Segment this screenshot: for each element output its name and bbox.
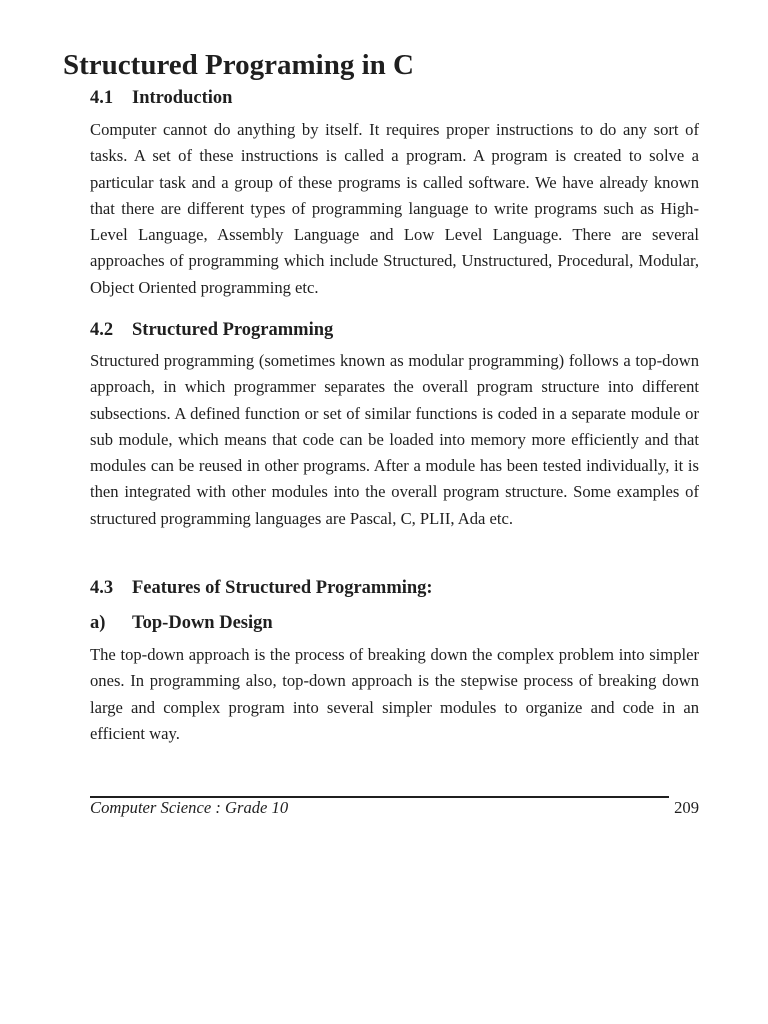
subsection-heading-top-down-design (90, 611, 273, 635)
section-number: 4.2 (90, 320, 114, 340)
section-heading-introduction (90, 86, 232, 110)
section-heading-structured-programming (90, 318, 333, 342)
introduction-paragraph: Computer cannot do anything by itself. It requires proper instructions to do any sort of tasks. A set of these instructions is called a program. A program is created to solve a particular task and a group of these programs is called software. We have already known that there are different types of programming language to write programs such as High-Level Language, Assembly Language and Low Level Language. There are several approaches of programming which include Structured, Unstructured, Procedural, Modular, Object Oriented programming etc. (90, 120, 699, 297)
section-heading-features (90, 576, 433, 600)
page-number: 209 (674, 798, 699, 817)
section-number: 4.1 (90, 88, 114, 108)
chapter-title: Structured Programing in C (63, 49, 414, 81)
subsection-title: Top-Down Design (132, 613, 273, 633)
section-title: Structured Programming (132, 320, 334, 340)
section-title: Introduction (132, 88, 233, 108)
section-title: Features of Structured Programming: (132, 578, 433, 598)
structured-programming-paragraph: Structured programming (sometimes known as modular programming) follows a top-down approach, in which programmer separates the overall program structure into different subsections. A defined function or set of similar functions is coded in a separate module or sub module, which means that code can be loaded into memory more efficiently and that modules can be reused in other programs. After a module has been tested individually, it is then integrated with other modules into the overall program structure. Some examples of structured programming languages are Pascal, C, PLII, Ada etc. (90, 351, 699, 528)
subsection-label: a) (90, 613, 106, 633)
footer-book-title: Computer Science : Grade 10 (90, 798, 289, 817)
section-number: 4.3 (90, 578, 114, 598)
top-down-design-paragraph: The top-down approach is the process of breaking down the complex problem into simpler ones. In programming also, top-down approach is the stepwise process of breaking down large and complex program into several simpler modules to organize and code in an efficient way. (90, 645, 699, 743)
